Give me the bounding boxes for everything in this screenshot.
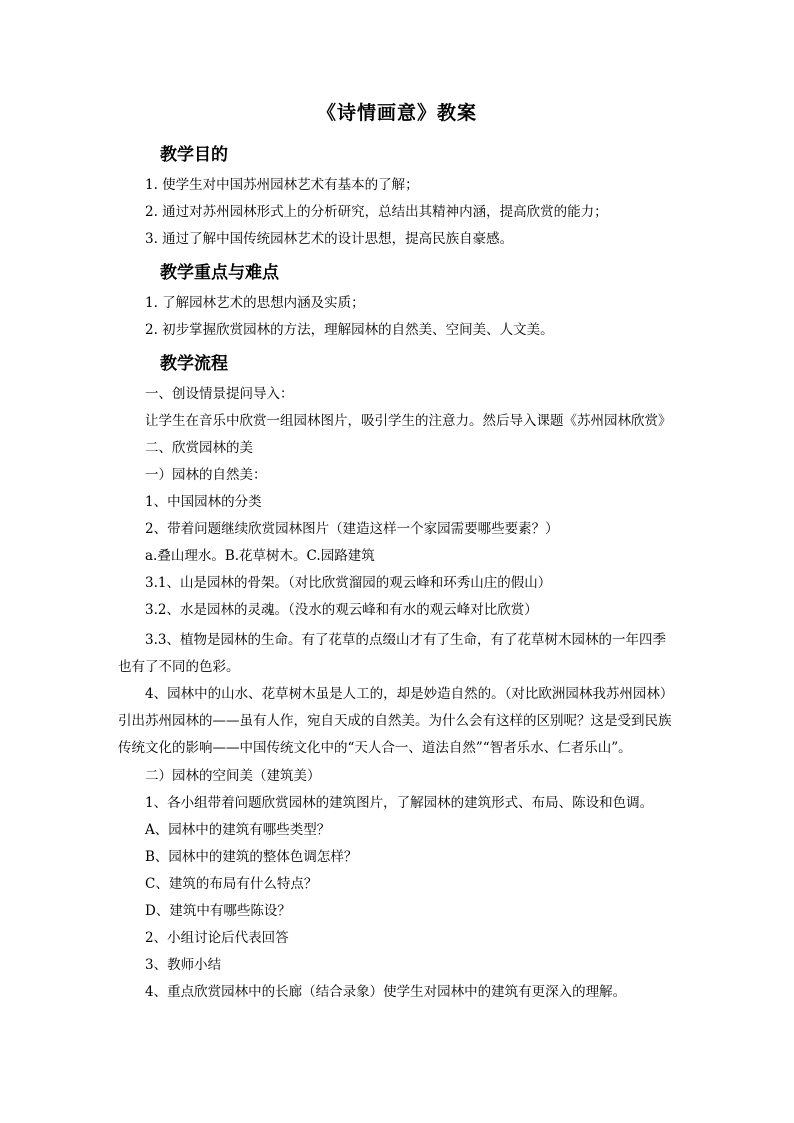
heading-teaching-process: 教学流程 xyxy=(160,354,228,374)
process-line: B、园林中的建筑的整体色调怎样？ xyxy=(145,849,358,865)
heading-teaching-goals: 教学目的 xyxy=(160,145,228,165)
goal-item-1: 1. 使学生对中国苏州园林艺术有基本的了解； xyxy=(145,177,419,193)
process-line: 1、中国园林的分类 xyxy=(145,494,262,510)
process-line: 2、小组讨论后代表回答 xyxy=(145,930,289,946)
process-line: 3.2、水是园林的灵魂。（没水的观云峰和有水的观云峰对比欣赏） xyxy=(145,602,538,618)
process-line: 1、各小组带着问题欣赏园林的建筑图片，了解园林的建筑形式、布局、陈设和色调。 xyxy=(145,795,654,811)
goal-item-3: 3. 通过了解中国传统园林艺术的设计思想，提高民族自豪感。 xyxy=(145,231,514,247)
key-point-1: 1. 了解园林艺术的思想内涵及实质； xyxy=(145,295,365,311)
heading-key-points: 教学重点与难点 xyxy=(160,263,279,283)
process-line: 2、带着问题继续欣赏园林图片（建造这样一个家园需要哪些要素？） xyxy=(145,521,559,537)
process-line: 一、创设情景提问导入： xyxy=(145,386,294,402)
process-line: a.叠山理水。B.花草树木。C.园路建筑 xyxy=(145,548,375,564)
process-line: 4、重点欣赏园林中的长廊（结合录象）使学生对园林中的建筑有更深入的理解。 xyxy=(145,984,627,1000)
process-line: D、建筑中有哪些陈设？ xyxy=(145,903,291,919)
process-line: 二）园林的空间美（建筑美） xyxy=(145,768,321,784)
process-line: A、园林中的建筑有哪些类型？ xyxy=(145,822,331,838)
process-line: C、建筑的布局有什么特点？ xyxy=(145,876,318,892)
key-point-2: 2. 初步掌握欣赏园林的方法，理解园林的自然美、空间美、人文美。 xyxy=(145,322,554,338)
process-paragraph-nature: 4、园林中的山水、花草树木虽是人工的，却是妙造自然的。（对比欧洲园林我苏州园林）引出苏州园林的——虽有人作，宛自天成的自然美。为什么会有这样的区别呢？这是受到民族传统文化的影响——中国传统文化中的“天人合一、道法自然”“智者乐水、仁者乐山”。 xyxy=(118,686,674,756)
process-line: 让学生在音乐中欣赏一组园林图片，吸引学生的注意力。然后导入课题《苏州园林欣赏》 xyxy=(145,413,672,429)
process-paragraph-plants: 3.3、植物是园林的生命。有了花草的点缀山才有了生命，有了花草树木园林的一年四季也有了不同的色彩。 xyxy=(118,632,666,675)
process-line: 3.1、山是园林的骨架。（对比欣赏溜园的观云峰和环秀山庄的假山） xyxy=(145,575,552,591)
process-line: 二、欣赏园林的美 xyxy=(145,440,253,456)
process-line: 一）园林的自然美： xyxy=(145,467,267,483)
document-title: 《诗情画意》教案 xyxy=(316,102,477,124)
goal-item-2: 2. 通过对苏州园林形式上的分析研究，总结出其精神内涵，提高欣赏的能力； xyxy=(145,204,608,220)
process-line: 3、教师小结 xyxy=(145,957,222,973)
